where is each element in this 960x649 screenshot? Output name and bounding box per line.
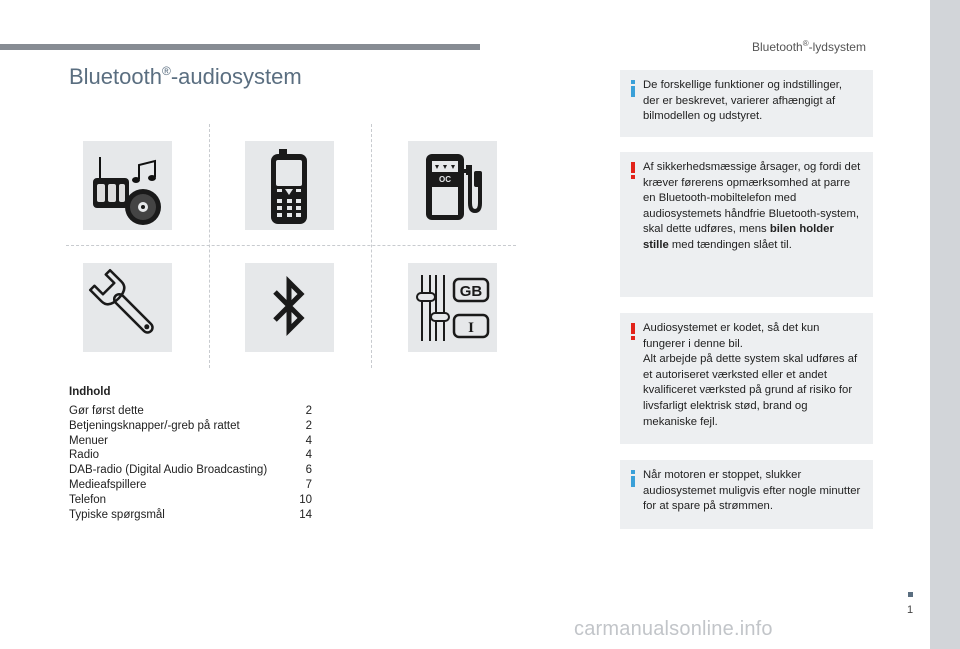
info-icon <box>628 80 638 96</box>
toc-item[interactable]: Radio 4 <box>69 449 312 462</box>
page-sidebar <box>930 0 960 649</box>
watermark: carmanualsonline.info <box>574 618 773 640</box>
info-notice: De forskellige funktioner og indstillinger, der er beskrevet, varierer afhængigt af bilmodellen og udstyret. <box>620 70 873 137</box>
wrench-icon <box>83 263 172 352</box>
bluetooth-icon <box>245 263 334 352</box>
toc-item[interactable]: Typiske spørgsmål 14 <box>69 508 312 521</box>
warning-icon <box>628 162 638 179</box>
grid-divider <box>371 124 372 368</box>
mobile-phone-icon <box>245 141 334 230</box>
header-bar <box>0 44 480 50</box>
lang-bottom-label: I <box>468 320 474 336</box>
toc-item[interactable]: DAB-radio (Digital Audio Broadcasting) 6 <box>69 464 312 477</box>
fuel-pump-icon <box>408 141 497 230</box>
info-icon <box>628 470 638 486</box>
radio-music-icon <box>83 141 172 230</box>
toc-item[interactable]: Medieafspillere 7 <box>69 478 312 491</box>
toc-item[interactable]: Betjeningsknapper/-greb på rattet 2 <box>69 419 312 432</box>
page-title: Bluetooth®-audiosystem <box>69 64 302 89</box>
page-number: 1 <box>907 604 914 616</box>
warning-notice: Audiosystemet er kodet, så det kun fungerer i denne bil. Alt arbejde på dette system skal udføres af et autoriseret værksted eller et andet kvalificeret værksted på grund af risiko for livsfarligt elektrisk stød, brand og mekaniske fejl. <box>620 313 873 444</box>
fuel-pump-label: OC <box>439 175 451 184</box>
warning-notice: Af sikkerhedsmæssige årsager, og fordi det kræver førerens opmærksomhed at parre en Bluetooth-mobiltelefon med audiosystemets håndfrie Bluetooth-system, skal dette udføres, mens bilen holder stille med tændingen slået til. <box>620 152 873 297</box>
page-marker <box>908 592 913 597</box>
info-notice: Når motoren er stoppet, slukker audiosystemet muligvis efter nogle minutter for at spare på strømmen. <box>620 460 873 529</box>
language-settings-icon <box>408 263 497 352</box>
toc-title: Indhold <box>69 386 111 398</box>
lang-top-label: GB <box>459 283 483 300</box>
warning-icon <box>628 323 638 340</box>
header-title: Bluetooth®-lydsystem <box>752 39 866 54</box>
table-of-contents <box>69 386 312 522</box>
grid-divider <box>66 245 516 246</box>
grid-divider <box>209 124 210 368</box>
toc-item[interactable]: Gør først dette 2 <box>69 405 312 417</box>
toc-item[interactable]: Telefon 10 <box>69 493 312 506</box>
toc-item[interactable]: Menuer 4 <box>69 434 312 447</box>
